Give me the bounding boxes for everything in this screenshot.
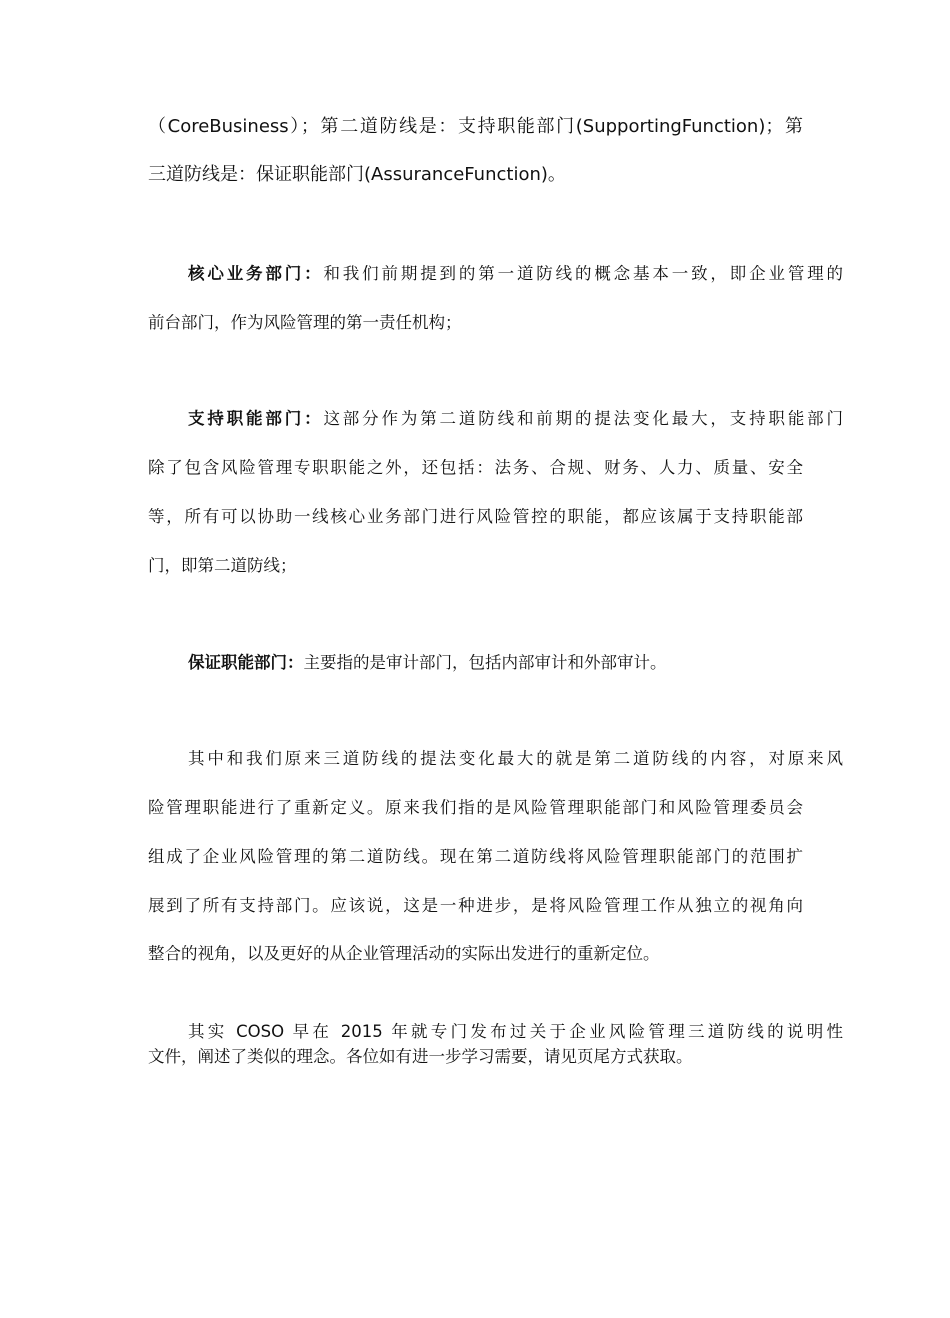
intro-line-2: 三道防线是：保证职能部门(AssuranceFunction)。 xyxy=(148,164,566,185)
supporting-function-line-3: 等，所有可以协助一线核心业务部门进行风险管控的职能，都应该属于支持职能部 xyxy=(148,507,803,526)
discussion-line-3: 组成了企业风险管理的第二道防线。现在第二道防线将风险管理职能部门的范围扩 xyxy=(148,847,803,866)
core-business-line-2: 前台部门，作为风险管理的第一责任机构； xyxy=(148,313,462,332)
supporting-function-line-4: 门，即第二道防线； xyxy=(148,556,297,575)
supporting-function-term: 支持职能部门： xyxy=(188,409,324,428)
core-business-line-1 xyxy=(188,263,843,285)
assurance-function-term: 保证职能部门： xyxy=(188,653,304,672)
supporting-function-line-2: 除了包含风险管理专职职能之外，还包括：法务、合规、财务、人力、质量、安全 xyxy=(148,458,803,477)
intro-line-1: （CoreBusiness）；第二道防线是：支持职能部门(SupportingFunction)；第 xyxy=(148,116,803,137)
discussion-line-2: 险管理职能进行了重新定义。原来我们指的是风险管理职能部门和风险管理委员会 xyxy=(148,798,803,817)
discussion-line-4: 展到了所有支持部门。应该说，这是一种进步，是将风险管理工作从独立的视角向 xyxy=(148,896,803,915)
closing-line-1: 其实 COSO 早在 2015 年就专门发布过关于企业风险管理三道防线的说明性 xyxy=(188,1022,843,1041)
closing-line-2: 文件，阐述了类似的理念。各位如有进一步学习需要，请见页尾方式获取。 xyxy=(148,1047,693,1066)
core-business-term: 核心业务部门： xyxy=(188,264,324,283)
assurance-function-line-1 xyxy=(188,652,803,674)
core-business-text: 和我们前期提到的第一道防线的概念基本一致，即企业管理的 xyxy=(323,264,844,283)
assurance-function-text: 主要指的是审计部门，包括内部审计和外部审计。 xyxy=(303,653,667,672)
discussion-line-5: 整合的视角，以及更好的从企业管理活动的实际出发进行的重新定位。 xyxy=(148,944,660,963)
discussion-line-1: 其中和我们原来三道防线的提法变化最大的就是第二道防线的内容，对原来风 xyxy=(188,749,843,768)
supporting-function-text: 这部分作为第二道防线和前期的提法变化最大，支持职能部门 xyxy=(323,409,844,428)
supporting-function-line-1 xyxy=(188,408,843,430)
